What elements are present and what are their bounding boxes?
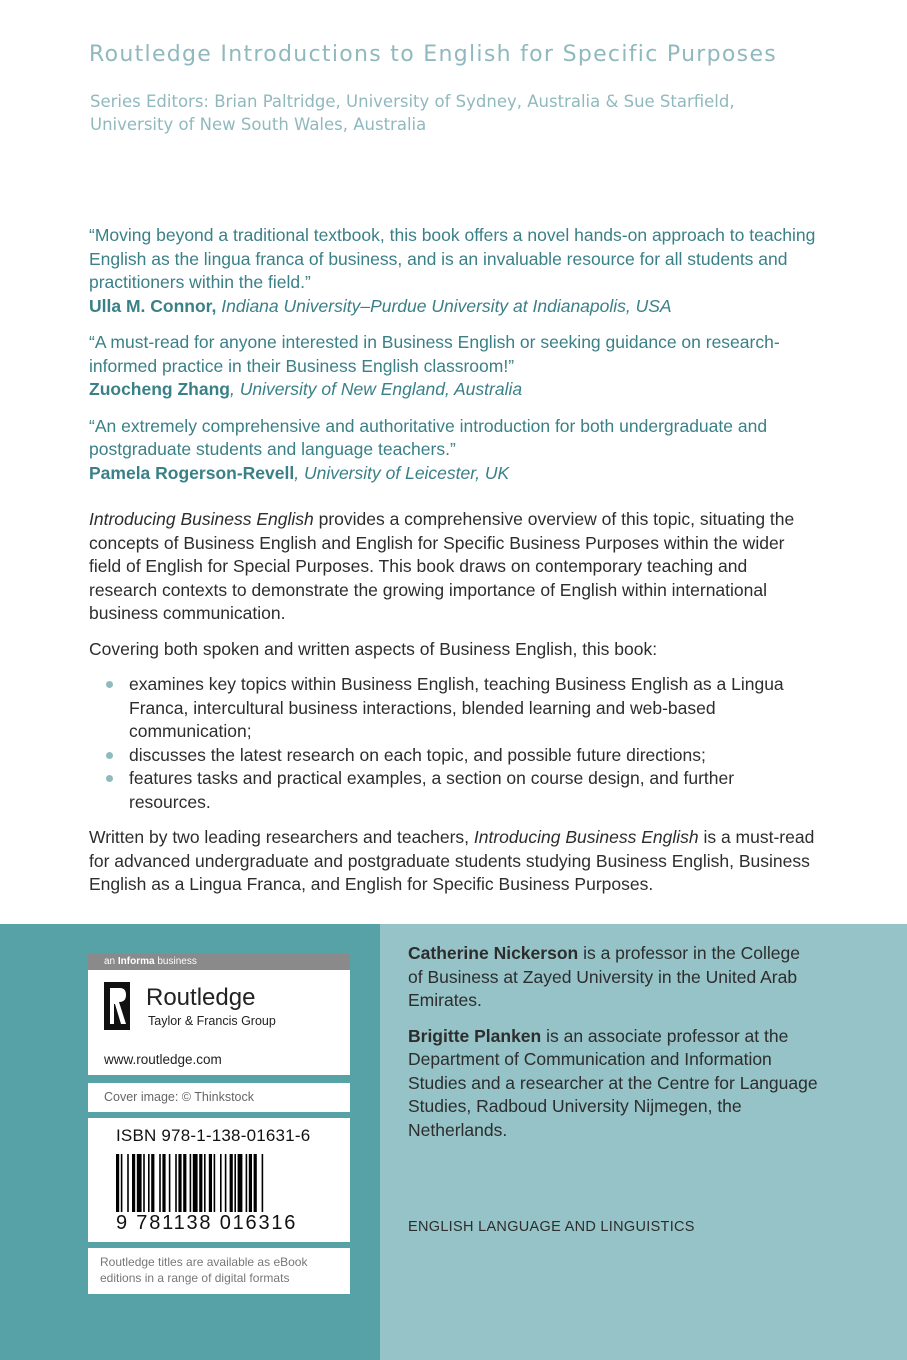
- quote-attribution: [89, 378, 819, 402]
- publisher-url: www.routledge.com: [104, 1052, 222, 1067]
- quote-text: “Moving beyond a traditional textbook, this book offers a novel hands-on approach to teaching English as the lingua franca of business, and is an invaluable resource for all students and practitioners within the field.”: [89, 225, 816, 292]
- publisher-group: Taylor & Francis Group: [148, 1014, 276, 1028]
- book-title: Introducing Business English: [89, 509, 314, 529]
- endorsement: [89, 224, 819, 318]
- isbn-box: [88, 1118, 350, 1242]
- subject-category: ENGLISH LANGUAGE AND LINGUISTICS: [408, 1219, 695, 1235]
- author-bio-text: is a professor in the College of Business at Zayed University in the United Arab Emirates.: [408, 943, 800, 1010]
- author-name: Catherine Nickerson: [408, 943, 579, 963]
- feature-list: [89, 673, 819, 814]
- publisher-name: Routledge: [146, 984, 256, 1011]
- author-name: Brigitte Planken: [408, 1025, 542, 1046]
- routledge-logo-icon: [104, 982, 130, 1030]
- list-item: features tasks and practical examples, a section on course design, and further resources.: [89, 767, 819, 814]
- publisher-block: [88, 954, 350, 1294]
- informa-suffix: business: [154, 956, 197, 967]
- author-bios: [408, 942, 818, 1154]
- series-editors: Series Editors: Brian Paltridge, University of Sydney, Australia & Sue Starfield, University of New South Wales, Australia: [90, 92, 735, 134]
- barcode-digits: 9 781138 016316: [116, 1212, 298, 1234]
- audience-paragraph: [89, 826, 819, 897]
- informa-brand: Informa: [117, 956, 155, 967]
- book-title: Introducing Business English: [473, 827, 699, 847]
- audience-text: is a must-read for advanced undergraduate and postgraduate students studying Business English, Business English as a Lingua Franca, and English for Specific Business Purposes.: [89, 827, 815, 894]
- audience-text: Written by two leading researchers and teachers,: [89, 827, 474, 847]
- informa-bar: [88, 954, 350, 970]
- cover-credit: Cover image: © Thinkstock: [88, 1083, 350, 1112]
- endorsement: [89, 415, 819, 486]
- quote-attribution: [89, 295, 819, 319]
- list-item: examines key topics within Business English, teaching Business English as a Lingua Franca, intercultural business interactions, blended learning and web-based communication;: [89, 673, 819, 744]
- quote-author: Zuocheng Zhang: [89, 379, 230, 399]
- quote-attribution: [89, 462, 819, 486]
- quote-affiliation: , University of New England, Australia: [229, 379, 523, 399]
- isbn-text: ISBN 978-1-138-01631-6: [116, 1126, 311, 1145]
- ebook-note: Routledge titles are available as eBook editions in a range of digital formats: [88, 1248, 350, 1294]
- author-bio-text: is an associate professor at the Department of Communication and Information Studies and a researcher at the Centre for Language Studies, Radboud University Nijmegen, the Netherlands.: [408, 1025, 818, 1140]
- series-title: Routledge Introductions to English for Specific Purposes: [89, 42, 778, 67]
- description-text: provides a comprehensive overview of this topic, situating the concepts of Business English and English for Specific Business Purposes within the wider field of English for Special Purposes. This book draws on contemporary teaching and research contexts to demonstrate the growing importance of English within international business communication.: [89, 509, 795, 623]
- endorsement: [89, 331, 819, 402]
- quote-author: Ulla M. Connor,: [89, 295, 217, 316]
- author-bio: [408, 942, 818, 1013]
- endorsements: [89, 224, 819, 498]
- informa-prefix: an: [104, 956, 118, 967]
- routledge-logo-box: [88, 970, 350, 1075]
- quote-author: Pamela Rogerson-Revell: [89, 462, 295, 483]
- list-item: discusses the latest research on each topic, and possible future directions;: [89, 744, 819, 768]
- quote-affiliation: , University of Leicester, UK: [294, 462, 510, 483]
- barcode-icon: [116, 1154, 326, 1212]
- quote-text: “An extremely comprehensive and authoritative introduction for both undergraduate and postgraduate students and language teachers.”: [89, 415, 768, 459]
- author-bio: [408, 1025, 818, 1143]
- quote-affiliation: Indiana University–Purdue University at Indianapolis, USA: [216, 295, 672, 316]
- quote-text: “A must-read for anyone interested in Business English or seeking guidance on research-informed practice in their Business English classroom!”: [89, 332, 780, 376]
- description-paragraph: [89, 508, 819, 626]
- book-description: [89, 508, 819, 909]
- coverage-intro: Covering both spoken and written aspects of Business English, this book:: [89, 638, 658, 659]
